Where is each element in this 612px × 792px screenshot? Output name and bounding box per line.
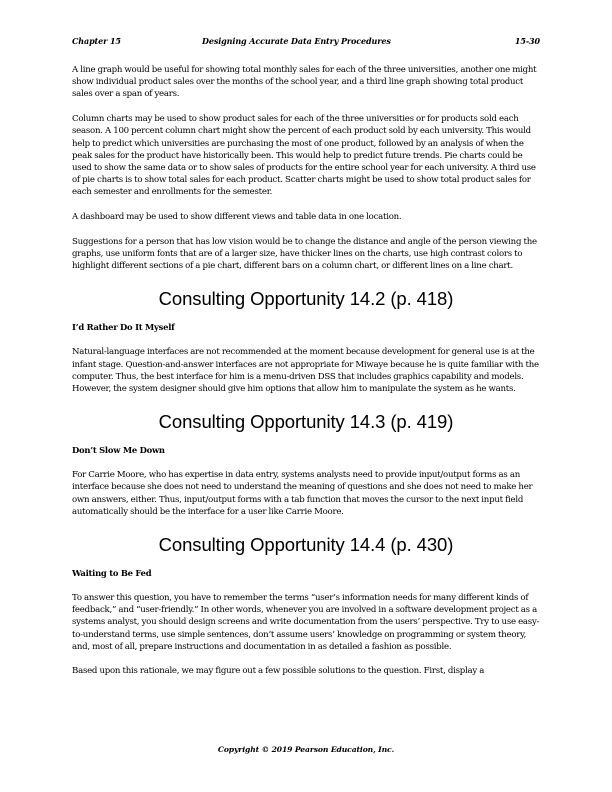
section-heading: Consulting Opportunity 14.2 (p. 418) [158, 288, 454, 310]
section-heading: Consulting Opportunity 14.4 (p. 430) [158, 533, 454, 555]
paragraph: Natural-language interfaces are not recommended at the moment because development for general use is at the infant stage. Question-and-answer interfaces are not appropriate for Miwaye because he is quite familiar with the computer. Thus, the best interface for him is a menu-driven DSS that includes graphics capability and models. However, the system designer should give him options that allow him to manipulate the system as he wants. [72, 347, 539, 394]
running-title: Designing Accurate Data Entry Procedures [202, 36, 391, 46]
chapter-label: Chapter 15 [72, 36, 121, 46]
section-heading: Consulting Opportunity 14.3 (p. 419) [158, 411, 454, 433]
section-subheading: Waiting to Be Fed [72, 567, 152, 578]
paragraph: Suggestions for a person that has low vision would be to change the distance and angle of the person viewing the graphs, use uniform fonts that are of a larger size, have thicker lines on the charts, use high contrast colors to highlight different sections of a pie chart, different bars on a column chart, or different lines on a line chart. [72, 236, 537, 272]
section-subheading: Don’t Slow Me Down [72, 445, 165, 456]
paragraph: Based upon this rationale, we may figure out a few possible solutions to the question. First, display a [72, 666, 485, 677]
paragraph: Column charts may be used to show product sales for each of the three universities or for products sold each season. A 100 percent column chart might show the percent of each product sold by each university. This would help to predict which universities are purchasing the most of one product, followed by an analysis of when the peak sales for the product have historically been. This would help to predict future trends. Pie charts could be used to show the same data or to show sales of products for the entire school year for each university. A third use of pie charts is to show total sales for each product. Scatter charts might be used to show total product sales for each semester and enrollments for the semester. [72, 114, 536, 198]
page-number: 15-30 [514, 36, 540, 46]
page-header [72, 36, 540, 48]
paragraph: A dashboard may be used to show different views and table data in one location. [72, 212, 402, 223]
paragraph: A line graph would be useful for showing total monthly sales for each of the three universities, another one might show individual product sales over the months of the school year, and a third line graph showing total product sales over a span of years. [72, 65, 537, 100]
paragraph: For Carrie Moore, who has expertise in data entry, systems analysts need to provide input/output forms as an interface because she does not need to understand the meaning of questions and she does not need to make her own answers, either. Thus, input/output forms with a tab function that moves the cursor to the next input field automatically should be the interface for a user like Carrie Moore. [72, 470, 533, 517]
page-content [72, 64, 540, 690]
section-subheading: I’d Rather Do It Myself [72, 322, 175, 333]
copyright-footer: Copyright © 2019 Pearson Education, Inc. [217, 745, 395, 754]
paragraph: To answer this question, you have to remember the terms “user’s information needs for many different kinds of feedback,” and “user-friendly.” In other words, whenever you are involved in a software development project as a systems analyst, you should design screens and write documentation from the users’ perspective. Try to use easy-to-understand terms, use simple sentences, don’t assume users’ knowledge on programming or system theory, and, most of all, prepare instructions and documentation in as detailed a fashion as possible. [72, 592, 540, 652]
